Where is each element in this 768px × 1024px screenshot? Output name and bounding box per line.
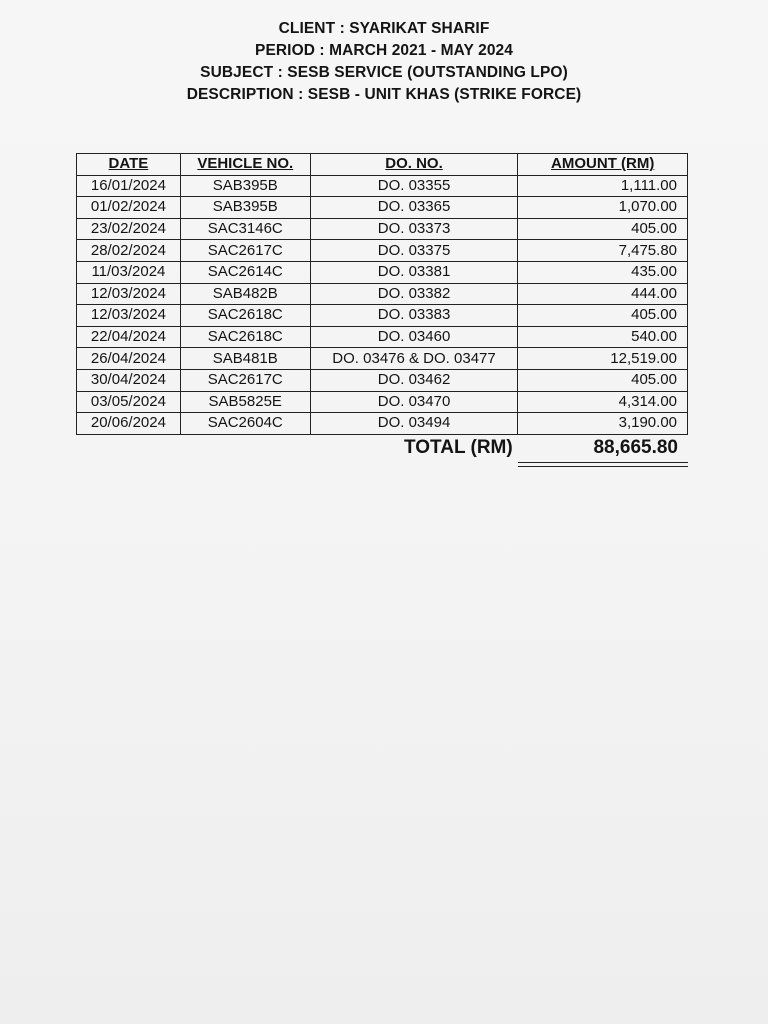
date-cell: 20/06/2024 xyxy=(77,413,181,435)
date-cell: 12/03/2024 xyxy=(77,283,181,305)
amount-cell: 405.00 xyxy=(518,369,688,391)
date-cell: 16/01/2024 xyxy=(77,175,181,197)
vehicle-cell: SAC2618C xyxy=(180,305,310,327)
table-row xyxy=(77,175,688,197)
do-number-cell: DO. 03494 xyxy=(310,413,518,435)
total-value: 88,665.80 xyxy=(593,437,678,458)
vehicle-cell: SAB482B xyxy=(180,283,310,305)
vehicle-cell: SAB5825E xyxy=(180,391,310,413)
amount-cell: 435.00 xyxy=(518,261,688,283)
do-number-cell: DO. 03355 xyxy=(310,175,518,197)
table-row xyxy=(77,348,688,370)
table-row xyxy=(77,261,688,283)
period-line: PERIOD : MARCH 2021 - MAY 2024 xyxy=(255,42,513,59)
vehicle-cell: SAB395B xyxy=(180,197,310,219)
date-cell: 11/03/2024 xyxy=(77,261,181,283)
vehicle-cell: SAC2618C xyxy=(180,326,310,348)
do-number-cell: DO. 03383 xyxy=(310,305,518,327)
vehicle-cell: SAC2617C xyxy=(180,369,310,391)
date-cell: 22/04/2024 xyxy=(77,326,181,348)
amount-cell: 1,111.00 xyxy=(518,175,688,197)
amount-cell: 405.00 xyxy=(518,305,688,327)
table-row xyxy=(77,391,688,413)
vehicle-cell: SAC2604C xyxy=(180,413,310,435)
table-row xyxy=(77,240,688,262)
do-number-cell: DO. 03476 & DO. 03477 xyxy=(310,348,518,370)
amount-column-header: AMOUNT (RM) xyxy=(518,154,688,176)
date-cell: 23/02/2024 xyxy=(77,218,181,240)
amount-cell: 3,190.00 xyxy=(518,413,688,435)
table-row xyxy=(77,283,688,305)
subject-line: SUBJECT : SESB SERVICE (OUTSTANDING LPO) xyxy=(200,64,568,81)
amount-cell: 7,475.80 xyxy=(518,240,688,262)
table-row xyxy=(77,197,688,219)
total-label: TOTAL (RM) xyxy=(404,437,513,458)
table-row xyxy=(77,369,688,391)
date-cell: 28/02/2024 xyxy=(77,240,181,262)
amount-cell: 1,070.00 xyxy=(518,197,688,219)
do-number-cell: DO. 03381 xyxy=(310,261,518,283)
amount-cell: 12,519.00 xyxy=(518,348,688,370)
do-number-cell: DO. 03365 xyxy=(310,197,518,219)
date-cell: 03/05/2024 xyxy=(77,391,181,413)
document-header xyxy=(0,18,768,106)
date-cell: 12/03/2024 xyxy=(77,305,181,327)
vehicle-cell: SAC2614C xyxy=(180,261,310,283)
date-column-header: DATE xyxy=(77,154,181,176)
vehicle-cell: SAB481B xyxy=(180,348,310,370)
do-number-cell: DO. 03460 xyxy=(310,326,518,348)
do-number-cell: DO. 03470 xyxy=(310,391,518,413)
amount-cell: 4,314.00 xyxy=(518,391,688,413)
do-number-cell: DO. 03375 xyxy=(310,240,518,262)
table-row xyxy=(77,218,688,240)
date-cell: 30/04/2024 xyxy=(77,369,181,391)
do-number-column-header: DO. NO. xyxy=(310,154,518,176)
date-cell: 01/02/2024 xyxy=(77,197,181,219)
description-line: DESCRIPTION : SESB - UNIT KHAS (STRIKE FORCE) xyxy=(186,86,582,103)
do-number-cell: DO. 03382 xyxy=(310,283,518,305)
vehicle-cell: SAB395B xyxy=(180,175,310,197)
amount-cell: 444.00 xyxy=(518,283,688,305)
table-row xyxy=(77,326,688,348)
table-body xyxy=(77,175,688,434)
vehicle-cell: SAC2617C xyxy=(180,240,310,262)
vehicle-column-header: VEHICLE NO. xyxy=(180,154,310,176)
table-header-row xyxy=(77,154,688,176)
do-number-cell: DO. 03373 xyxy=(310,218,518,240)
amount-cell: 405.00 xyxy=(518,218,688,240)
table-row xyxy=(77,413,688,435)
do-number-cell: DO. 03462 xyxy=(310,369,518,391)
total-double-underline xyxy=(518,466,688,467)
total-underline xyxy=(518,462,688,463)
client-line: CLIENT : SYARIKAT SHARIF xyxy=(278,20,490,37)
table-row xyxy=(77,305,688,327)
outstanding-lpo-table xyxy=(76,153,688,435)
date-cell: 26/04/2024 xyxy=(77,348,181,370)
amount-cell: 540.00 xyxy=(518,326,688,348)
vehicle-cell: SAC3146C xyxy=(180,218,310,240)
